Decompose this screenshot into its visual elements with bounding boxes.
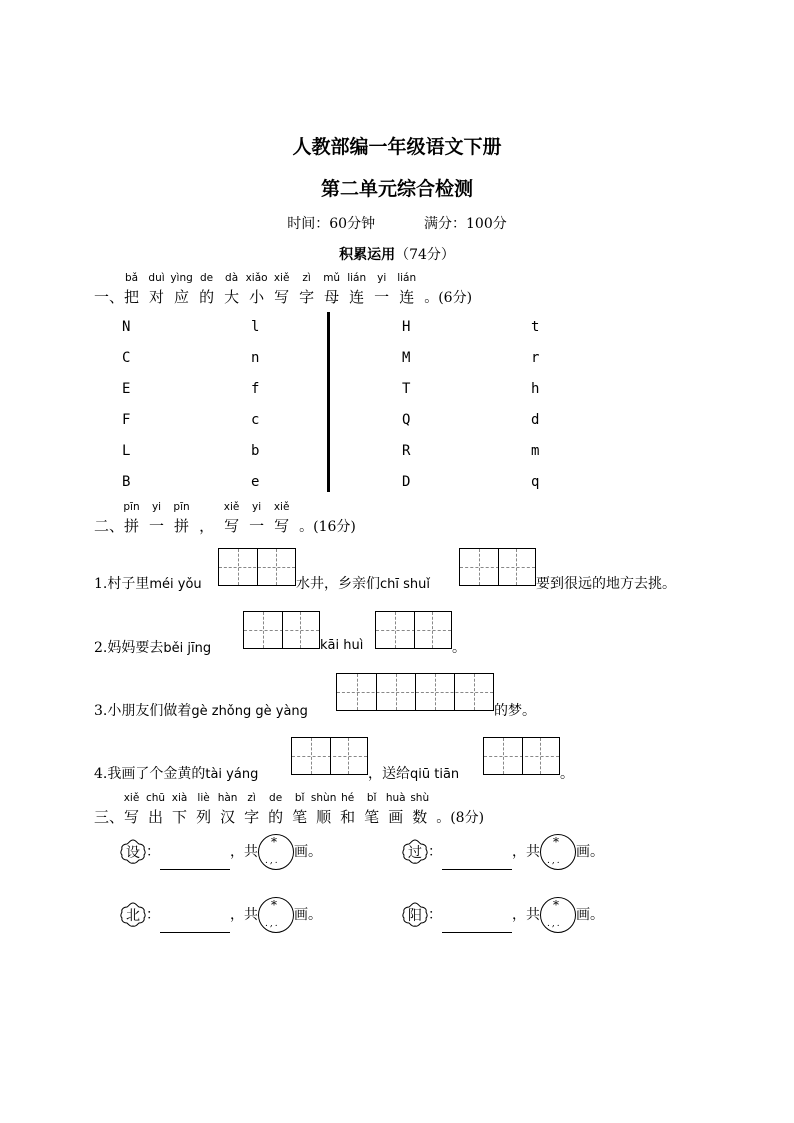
page-title: 人教部编一年级语文下册 <box>292 136 502 158</box>
exam-meta <box>0 213 794 233</box>
pinyin: huà <box>385 792 406 804</box>
letter-left-upper[interactable]: C <box>122 350 131 366</box>
pinyin-word <box>217 792 238 827</box>
hanzi: 连 <box>399 288 415 306</box>
letter-left-lower[interactable]: f <box>251 381 260 397</box>
hanzi: 一 <box>249 517 265 535</box>
hanzi: 数 <box>412 808 428 826</box>
letter-left-lower[interactable]: n <box>251 350 260 366</box>
total-label: ，共 <box>230 844 258 860</box>
hanzi: 出 <box>148 808 164 826</box>
hanzi: 连 <box>349 288 365 306</box>
target-character: 过 <box>408 845 422 861</box>
total-label: ，共 <box>230 907 258 923</box>
writing-grid[interactable] <box>291 737 368 775</box>
pinyin: xiě <box>273 501 290 513</box>
question-number: 一、 <box>94 288 125 306</box>
pinyin-word <box>245 272 268 307</box>
sentence-text: 。 <box>452 640 466 656</box>
total-label: ，共 <box>512 907 540 923</box>
letter-right-upper[interactable]: H <box>402 319 411 335</box>
letter-right-lower[interactable]: r <box>531 350 540 366</box>
pinyin: pīn <box>173 501 190 513</box>
stroke-count-circle[interactable]: * .,. <box>540 834 576 870</box>
question-points: 。(6分) <box>424 290 473 306</box>
stroke-count-circle[interactable]: * .,. <box>258 834 294 870</box>
sentence-text: 4.我画了个金黄的 <box>94 766 206 782</box>
letter-right-lower[interactable]: d <box>531 412 540 428</box>
stroke-item <box>120 897 322 933</box>
pinyin: zì <box>302 272 311 284</box>
writing-grid[interactable] <box>459 548 536 586</box>
stroke-count-circle[interactable]: * .,. <box>258 897 294 933</box>
letter-right-upper[interactable]: M <box>402 350 411 366</box>
pinyin-word <box>249 501 265 536</box>
pinyin-word <box>123 792 140 827</box>
score-label: 满分：100分 <box>424 216 507 232</box>
flower-frame-icon <box>120 902 146 928</box>
hanzi: 应 <box>174 288 190 306</box>
pinyin: liè <box>197 792 210 804</box>
flower-frame-icon <box>402 839 428 865</box>
pinyin-prompt: tài yáng <box>205 767 259 782</box>
fill-line-1-mid <box>296 573 430 593</box>
letter-right-upper[interactable]: T <box>402 381 411 397</box>
stroke-item <box>402 897 604 933</box>
pinyin: shùn <box>310 792 337 804</box>
pinyin-word <box>224 272 240 307</box>
hanzi: 下 <box>172 808 188 826</box>
hanzi: 字 <box>299 288 315 306</box>
hanzi: 一 <box>149 517 165 535</box>
hanzi: 写 <box>274 288 290 306</box>
page-subtitle: 第二单元综合检测 <box>320 178 473 200</box>
fill-line-4-end <box>560 763 574 783</box>
hanzi: 拼 <box>174 517 190 535</box>
pinyin: yìng <box>170 272 193 284</box>
pinyin-prompt: kāi huì <box>320 638 364 653</box>
pinyin-prompt: méi yǒu <box>149 577 202 592</box>
pinyin-word <box>310 792 337 827</box>
pinyin: dà <box>225 272 239 284</box>
stroke-unit: 画。 <box>576 844 604 860</box>
letter-left-lower[interactable]: e <box>251 474 260 490</box>
pinyin: xiě <box>273 272 290 284</box>
hanzi: 大 <box>224 288 240 306</box>
pinyin: pīn <box>123 501 140 513</box>
pinyin: zì <box>247 792 256 804</box>
column-divider <box>327 312 330 492</box>
stroke-count-circle[interactable]: * .,. <box>540 897 576 933</box>
pinyin-word <box>173 501 190 536</box>
hanzi: 汉 <box>220 808 236 826</box>
flower-frame-icon <box>402 902 428 928</box>
hanzi: 和 <box>340 808 356 826</box>
stroke-unit: 画。 <box>294 844 322 860</box>
pinyin-word <box>273 272 290 307</box>
pinyin: xià <box>171 792 188 804</box>
sentence-text: ，送给 <box>368 766 410 782</box>
hanzi: 把 <box>124 288 140 306</box>
sentence-text: 的梦。 <box>494 703 536 719</box>
pinyin-word <box>410 792 430 827</box>
letter-right-upper[interactable]: D <box>402 474 411 490</box>
writing-grid[interactable] <box>218 548 296 586</box>
letter-right-lower[interactable]: h <box>531 381 540 397</box>
pinyin-word <box>170 272 193 307</box>
hanzi: ， <box>199 517 215 535</box>
hanzi: 写 <box>274 517 290 535</box>
pinyin-word <box>299 272 315 307</box>
stroke-order-blank[interactable] <box>442 855 512 870</box>
pinyin: xiě <box>123 792 140 804</box>
pinyin: de <box>269 792 283 804</box>
pinyin-word <box>340 792 356 827</box>
sentence-text: 水井，乡亲们 <box>296 576 380 592</box>
pinyin: bǐ <box>366 792 377 804</box>
sentence-text: 2.妈妈要去 <box>94 640 164 656</box>
pinyin-word <box>124 272 140 307</box>
fill-line-3-end <box>494 700 536 720</box>
letter-left-lower[interactable]: c <box>251 412 260 428</box>
pinyin: xiǎo <box>245 272 268 284</box>
pinyin: shù <box>410 792 430 804</box>
letter-left-upper[interactable]: E <box>122 381 131 397</box>
pinyin: hé <box>341 792 355 804</box>
letter-left-lower[interactable]: l <box>251 319 260 335</box>
pinyin-word <box>223 501 240 536</box>
pinyin-word <box>148 272 165 307</box>
hanzi: 顺 <box>316 808 332 826</box>
letter-left-upper[interactable]: L <box>122 443 131 459</box>
pinyin: bǎ <box>124 272 139 284</box>
hanzi: 的 <box>268 808 284 826</box>
pinyin-word <box>199 272 215 307</box>
pinyin-word <box>323 272 341 307</box>
hanzi: 笔 <box>292 808 308 826</box>
question-points: 。(16分) <box>299 519 356 535</box>
letter-right-lower[interactable]: t <box>531 319 540 335</box>
pinyin: hàn <box>217 792 238 804</box>
target-character: 设 <box>126 845 140 861</box>
hanzi: 列 <box>196 808 212 826</box>
question-3-heading <box>94 792 485 827</box>
writing-grid[interactable] <box>483 737 560 775</box>
letter-left-lower[interactable]: b <box>251 443 260 459</box>
pinyin-word <box>268 792 284 827</box>
writing-grid[interactable] <box>336 673 494 711</box>
hanzi: 的 <box>199 288 215 306</box>
pinyin: yi <box>252 501 262 513</box>
target-character: 北 <box>126 908 140 924</box>
sentence-text: 要到很远的地方去挑。 <box>536 576 676 592</box>
hanzi: 画 <box>388 808 404 826</box>
hanzi: 对 <box>149 288 165 306</box>
fill-line-4 <box>94 763 258 783</box>
section-title: 积累运用 <box>339 247 396 263</box>
pinyin-word <box>397 272 417 307</box>
stroke-unit: 画。 <box>576 907 604 923</box>
fill-line-2-end <box>452 637 466 657</box>
sentence-text: 3.小朋友们做着 <box>94 703 192 719</box>
flower-frame-icon <box>120 839 146 865</box>
hanzi: 写 <box>224 517 240 535</box>
pinyin-word <box>273 501 290 536</box>
section-points: （74分） <box>395 247 455 263</box>
stroke-order-blank[interactable] <box>442 918 512 933</box>
fill-line-1-end <box>536 573 676 593</box>
stroke-item <box>120 834 322 870</box>
letter-right-upper[interactable]: R <box>402 443 411 459</box>
pinyin: mǔ <box>323 272 341 284</box>
pinyin-prompt: běi jīng <box>163 641 212 656</box>
pinyin-prompt: chī shuǐ <box>380 577 430 592</box>
letter-right-lower[interactable]: q <box>531 474 540 490</box>
pinyin-word <box>199 515 214 536</box>
pinyin-word <box>149 501 165 536</box>
hanzi: 字 <box>244 808 260 826</box>
pinyin-word <box>171 792 188 827</box>
pinyin: duì <box>148 272 165 284</box>
hanzi: 一 <box>374 288 390 306</box>
letter-right-upper[interactable]: Q <box>402 412 411 428</box>
stroke-order-blank[interactable] <box>160 918 230 933</box>
pinyin-word <box>123 501 140 536</box>
question-2-heading <box>94 501 356 536</box>
time-label: 时间：60分钟 <box>287 216 376 232</box>
fill-line-2 <box>94 637 211 657</box>
hanzi: 母 <box>324 288 340 306</box>
pinyin-word <box>364 792 380 827</box>
letter-right-lower[interactable]: m <box>531 443 540 459</box>
pinyin: de <box>200 272 214 284</box>
letter-left-upper[interactable]: B <box>122 474 131 490</box>
pinyin-word <box>374 272 390 307</box>
writing-grid[interactable] <box>243 611 320 649</box>
fill-line-2-mid <box>320 637 363 653</box>
pinyin: yi <box>377 272 387 284</box>
pinyin-word <box>347 272 367 307</box>
question-number: 二、 <box>94 517 125 535</box>
pinyin-prompt: gè zhǒng gè yàng <box>191 704 308 719</box>
pinyin: lián <box>397 272 417 284</box>
pinyin-word <box>196 792 212 827</box>
hanzi: 写 <box>124 808 140 826</box>
fill-line-1 <box>94 573 202 593</box>
pinyin: lián <box>347 272 367 284</box>
colon: ： <box>146 844 160 860</box>
fill-line-3 <box>94 700 308 720</box>
question-points: 。(8分) <box>436 810 485 826</box>
pinyin-word <box>244 792 260 827</box>
pinyin: chū <box>145 792 166 804</box>
pinyin: yi <box>151 501 162 513</box>
section-heading <box>0 244 794 264</box>
letter-left-upper[interactable]: F <box>122 412 131 428</box>
question-1-heading <box>94 272 473 307</box>
colon: ： <box>428 907 442 923</box>
hanzi: 拼 <box>124 517 140 535</box>
sentence-text: 。 <box>560 766 574 782</box>
hanzi: 笔 <box>364 808 380 826</box>
colon: ： <box>428 844 442 860</box>
hanzi: 小 <box>249 288 265 306</box>
colon: ： <box>146 907 160 923</box>
stroke-order-blank[interactable] <box>160 855 230 870</box>
total-label: ，共 <box>512 844 540 860</box>
pinyin-word <box>145 792 166 827</box>
target-character: 阳 <box>408 908 422 924</box>
pinyin-word <box>292 792 308 827</box>
stroke-unit: 画。 <box>294 907 322 923</box>
writing-grid[interactable] <box>375 611 452 649</box>
pinyin-prompt: qiū tiān <box>410 767 460 782</box>
pinyin: bǐ <box>294 792 305 804</box>
pinyin-word <box>385 792 406 827</box>
question-number: 三、 <box>94 808 125 826</box>
letter-left-upper[interactable]: N <box>122 319 131 335</box>
stroke-item <box>402 834 604 870</box>
sentence-text: 1.村子里 <box>94 576 150 592</box>
fill-line-4-mid <box>368 763 459 783</box>
pinyin: xiě <box>223 501 240 513</box>
